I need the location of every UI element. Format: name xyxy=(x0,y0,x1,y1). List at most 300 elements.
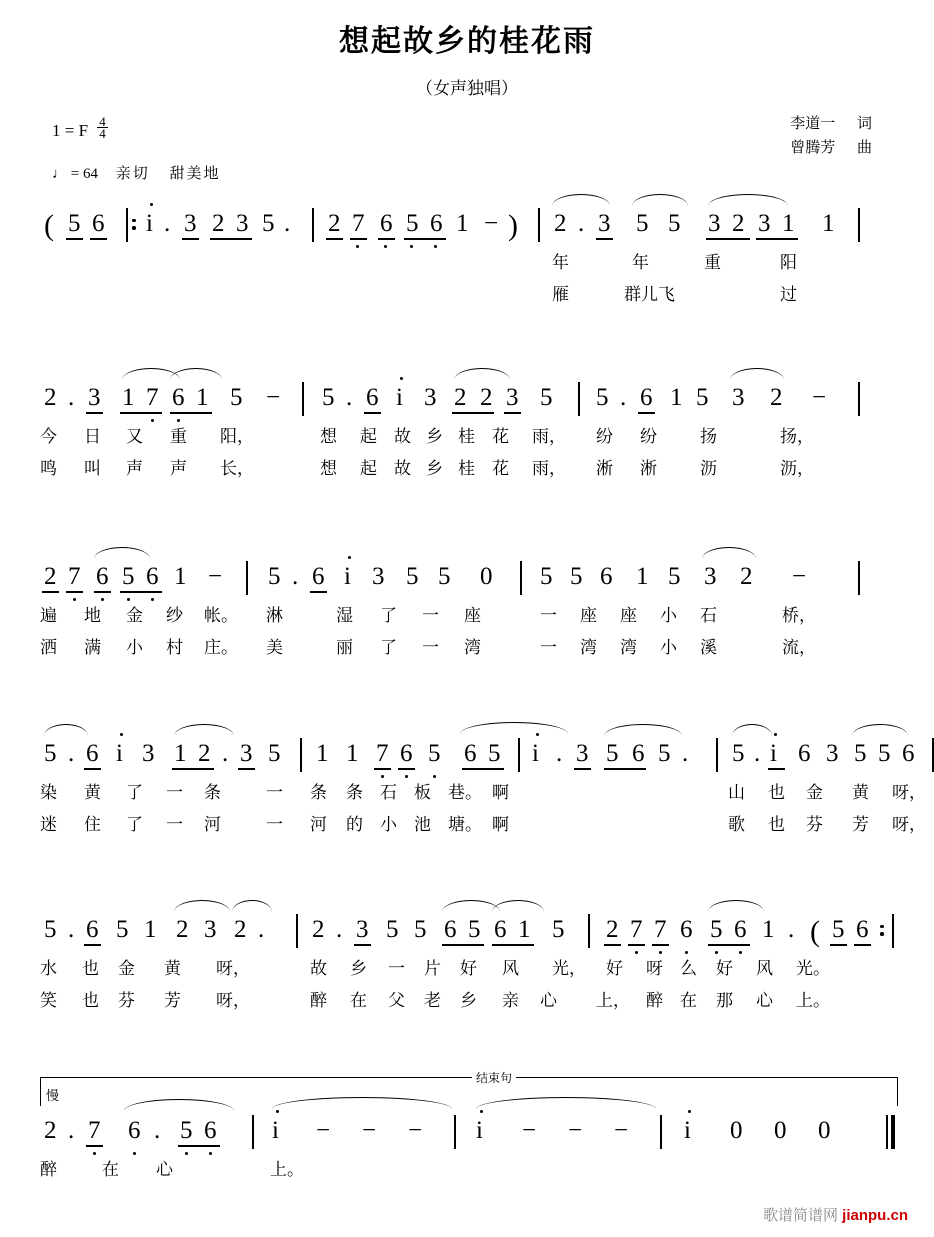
lyric-word: 呀， xyxy=(892,815,926,834)
beam xyxy=(238,768,255,770)
lyric-word: 上， xyxy=(596,991,630,1010)
beam xyxy=(638,412,655,414)
system-2 xyxy=(40,372,900,480)
note: i xyxy=(532,740,539,767)
lyric-word: 河 xyxy=(204,815,221,834)
lyric-word: 洒 xyxy=(40,638,57,657)
note: 2 xyxy=(740,563,753,590)
note: 6 xyxy=(128,1117,141,1144)
system-5-notes xyxy=(40,904,900,950)
note: 5 xyxy=(732,740,745,767)
note: 1 xyxy=(174,563,187,590)
lyric-word: 淅 xyxy=(596,459,613,478)
ending-label: 结束句 xyxy=(472,1069,516,1086)
lyric-word: 上。 xyxy=(796,991,830,1010)
lyric-word: 住 xyxy=(84,815,101,834)
barline xyxy=(858,208,860,242)
lyric-word: 湾 xyxy=(464,638,481,657)
note: 6 xyxy=(680,916,693,943)
lyric-word: 遍 xyxy=(40,606,57,625)
note: 5 xyxy=(540,563,553,590)
lyric-word: 心 xyxy=(540,991,557,1010)
lyric-word: 塘。 xyxy=(448,815,482,834)
beam xyxy=(86,1145,103,1147)
note: i xyxy=(770,740,777,767)
lyric-word: 雨， xyxy=(532,459,566,478)
note: 3 xyxy=(732,384,745,411)
barline xyxy=(578,382,580,416)
system-5-lyrics-verse2 xyxy=(40,986,900,1012)
octave-dot-high xyxy=(120,733,123,736)
system-4-lyrics-verse1 xyxy=(40,778,926,804)
lyric-word: 上。 xyxy=(270,1160,304,1179)
beam xyxy=(90,238,107,240)
barline xyxy=(302,382,304,416)
lyric-word: 满 xyxy=(84,638,101,657)
lyric-word: 呀 xyxy=(646,959,663,978)
note: i xyxy=(476,1117,483,1144)
lyric-word: 也 xyxy=(82,991,99,1010)
lyric-word: 乡 xyxy=(350,959,367,978)
note: 5 xyxy=(262,210,275,237)
note: 2 xyxy=(44,384,57,411)
lyric-word: 流， xyxy=(782,638,816,657)
note: 3 xyxy=(704,563,717,590)
note: 3 xyxy=(240,740,253,767)
dot-duration: . xyxy=(682,740,689,767)
beam xyxy=(462,768,504,770)
lyric-word: 淅 xyxy=(640,459,657,478)
beam xyxy=(120,591,162,593)
lyric-word: 条 xyxy=(346,783,363,802)
lyric-word: 金 xyxy=(118,959,135,978)
sheet-music-page xyxy=(0,16,934,1237)
lyric-word: 一 xyxy=(166,783,183,802)
note: 6 xyxy=(96,563,109,590)
note: 5 xyxy=(44,740,57,767)
note: 5 xyxy=(606,740,619,767)
lyric-word: 呀， xyxy=(216,959,250,978)
lyric-word: 一 xyxy=(266,783,283,802)
note: 5 xyxy=(570,563,583,590)
note: 5 xyxy=(488,740,501,767)
note: 6 xyxy=(856,916,869,943)
note: 3 xyxy=(506,384,519,411)
beam xyxy=(210,238,252,240)
system-3-lyrics-verse1 xyxy=(40,601,900,627)
octave-dot-high xyxy=(348,556,351,559)
note: 5 xyxy=(406,210,419,237)
paren-open: ( xyxy=(44,209,54,242)
lyric-word: 条 xyxy=(310,783,327,802)
beam xyxy=(404,238,446,240)
dot-duration: . xyxy=(68,1117,75,1144)
dash: − xyxy=(792,563,807,590)
lyric-word: 在 xyxy=(680,991,697,1010)
beam xyxy=(350,238,367,240)
note: 2 xyxy=(212,210,225,237)
slur xyxy=(492,900,544,912)
slur xyxy=(730,368,784,380)
slur xyxy=(232,900,272,912)
slur xyxy=(708,194,788,206)
composer-name: 曾腾芳 xyxy=(790,140,836,156)
dash: − xyxy=(208,563,223,590)
note: 5 xyxy=(696,384,709,411)
beam xyxy=(66,238,83,240)
note: 5 xyxy=(268,563,281,590)
lyric-word: 的 xyxy=(346,815,363,834)
note: 5 xyxy=(428,740,441,767)
beam xyxy=(756,238,798,240)
note: 5 xyxy=(636,210,649,237)
lyric-word: 小 xyxy=(660,638,677,657)
lyric-word: 湿 xyxy=(336,606,353,625)
note: 5 xyxy=(122,563,135,590)
lyric-word: 乡 xyxy=(460,991,477,1010)
system-1-lyrics-verse2 xyxy=(40,280,900,306)
octave-dot-high xyxy=(688,1110,691,1113)
slur xyxy=(708,900,764,912)
lyric-word: 在 xyxy=(102,1160,119,1179)
lyric-word: 重 xyxy=(170,427,187,446)
lyric-word: 又 xyxy=(126,427,143,446)
barline xyxy=(538,208,540,242)
system-2-lyrics-verse2 xyxy=(40,454,900,480)
lyric-word: 了 xyxy=(380,606,397,625)
lyric-word: 条 xyxy=(204,783,221,802)
beam xyxy=(504,412,521,414)
lyricist-name: 李道一 xyxy=(790,116,836,132)
note: 5 xyxy=(854,740,867,767)
lyric-word: 也 xyxy=(768,783,785,802)
octave-dot-high xyxy=(150,203,153,206)
lyric-word: 石 xyxy=(380,783,397,802)
lyric-word: 小 xyxy=(126,638,143,657)
barline xyxy=(126,208,128,242)
lyric-word: 扬， xyxy=(780,427,814,446)
lyric-word: 心 xyxy=(756,991,773,1010)
lyric-word: 重 xyxy=(704,253,721,272)
lyric-word: 日 xyxy=(84,427,101,446)
lyric-word: 山 xyxy=(728,783,745,802)
lyric-word: 湾 xyxy=(580,638,597,657)
lyric-word: 亲 xyxy=(502,991,519,1010)
lyric-word: 黄 xyxy=(164,959,181,978)
barline xyxy=(520,561,522,595)
dash: − xyxy=(316,1117,331,1144)
lyric-word: 故 xyxy=(394,427,411,446)
lyric-word: 扬 xyxy=(700,427,717,446)
lyric-word: 一 xyxy=(388,959,405,978)
page-title: 想起故乡的桂花雨 xyxy=(339,25,595,58)
beam xyxy=(768,768,785,770)
time-denominator: 4 xyxy=(99,126,106,141)
beam xyxy=(326,238,343,240)
slur xyxy=(94,547,150,559)
lyric-word: 醉 xyxy=(40,1160,57,1179)
barline xyxy=(660,1115,662,1149)
note: 2 xyxy=(328,210,341,237)
beam xyxy=(170,412,212,414)
note: 3 xyxy=(826,740,839,767)
note: 2 xyxy=(480,384,493,411)
note: 0 xyxy=(774,1117,787,1144)
note: i xyxy=(344,563,351,590)
barline xyxy=(858,561,860,595)
lyric-word: 一 xyxy=(422,606,439,625)
beam xyxy=(310,591,327,593)
note: 1 xyxy=(144,916,157,943)
lyric-word: 鸣 xyxy=(40,459,57,478)
lyric-word: 笑 xyxy=(40,991,57,1010)
paren-open: ( xyxy=(810,915,820,948)
beam xyxy=(854,944,871,946)
lyric-word: 丽 xyxy=(336,638,353,657)
note: 5 xyxy=(668,563,681,590)
note: 5 xyxy=(832,916,845,943)
lyric-word: 池 xyxy=(414,815,431,834)
note: 6 xyxy=(902,740,915,767)
system-6-lyrics xyxy=(40,1155,900,1181)
octave-dot-high xyxy=(400,377,403,380)
note: 5 xyxy=(414,916,427,943)
lyric-word: 光。 xyxy=(796,959,830,978)
note: 5 xyxy=(540,384,553,411)
lyric-word: 也 xyxy=(82,959,99,978)
system-1 xyxy=(40,198,900,306)
note: 6 xyxy=(430,210,443,237)
barline xyxy=(716,738,718,772)
lyric-word: 呀， xyxy=(892,783,926,802)
lyric-word: 群儿飞 xyxy=(624,285,675,304)
beam xyxy=(66,591,83,593)
lyric-word: 风 xyxy=(756,959,773,978)
note: 0 xyxy=(480,563,493,590)
system-4-lyrics-verse2 xyxy=(40,810,926,836)
note: 5 xyxy=(552,916,565,943)
lyric-word: 金 xyxy=(806,783,823,802)
beam xyxy=(86,412,103,414)
lyric-word: 叫 xyxy=(84,459,101,478)
barline xyxy=(588,914,590,948)
lyric-word: 座 xyxy=(580,606,597,625)
note: 2 xyxy=(732,210,745,237)
barline xyxy=(858,382,860,416)
site-name-cn: 歌谱简谱网 xyxy=(762,1207,838,1224)
note: 2 xyxy=(312,916,325,943)
system-4 xyxy=(40,728,926,836)
note: 2 xyxy=(770,384,783,411)
octave-dot-high xyxy=(774,733,777,736)
note: 6 xyxy=(172,384,185,411)
lyric-word: 啊 xyxy=(492,783,509,802)
system-3-lyrics-verse2 xyxy=(40,633,900,659)
lyric-word: 黄 xyxy=(852,783,869,802)
lyric-word: 地 xyxy=(84,606,101,625)
lyric-word: 沥 xyxy=(700,459,717,478)
lyric-word: 长， xyxy=(220,459,254,478)
beam xyxy=(84,944,101,946)
lyric-word: 帐。 xyxy=(204,606,238,625)
barline xyxy=(246,561,248,595)
lyric-word: 湾 xyxy=(620,638,637,657)
lyric-word: 小 xyxy=(380,815,397,834)
lyric-word: 片 xyxy=(424,959,441,978)
dash: − xyxy=(484,210,499,237)
note: 6 xyxy=(600,563,613,590)
note: 7 xyxy=(352,210,365,237)
lyric-word: 纷 xyxy=(640,427,657,446)
lyric-word: 阳 xyxy=(780,253,797,272)
lyric-word: 了 xyxy=(126,783,143,802)
lyric-word: 淋 xyxy=(266,606,283,625)
note: 6 xyxy=(494,916,507,943)
system-4-notes xyxy=(40,728,915,774)
system-6-notes xyxy=(40,1105,900,1151)
lyric-word: 溪 xyxy=(700,638,717,657)
dash: − xyxy=(362,1117,377,1144)
octave-dot-high xyxy=(480,1110,483,1113)
barline xyxy=(312,208,314,242)
dot-duration: . xyxy=(154,1117,161,1144)
lyric-word: 好 xyxy=(606,959,623,978)
slur xyxy=(170,368,222,380)
lyric-word: 心 xyxy=(156,1160,173,1179)
lyric-word: 金 xyxy=(126,606,143,625)
note: 5 xyxy=(322,384,335,411)
beam xyxy=(492,944,534,946)
system-2-lyrics-verse1 xyxy=(40,422,900,448)
note: 7 xyxy=(630,916,643,943)
lyric-word: 雨， xyxy=(532,427,566,446)
note: 1 xyxy=(122,384,135,411)
note: 1 xyxy=(456,210,469,237)
note: 2 xyxy=(454,384,467,411)
lyric-word: 桥， xyxy=(782,606,816,625)
dot-duration: . xyxy=(222,740,229,767)
beam xyxy=(94,591,111,593)
note: 3 xyxy=(758,210,771,237)
note: 6 xyxy=(444,916,457,943)
lyric-word: 座 xyxy=(620,606,637,625)
lyric-word: 年 xyxy=(552,253,569,272)
note: 6 xyxy=(366,384,379,411)
note: 6 xyxy=(92,210,105,237)
lyric-word: 了 xyxy=(380,638,397,657)
tempo-note-icon: ♩ xyxy=(52,166,67,182)
slur xyxy=(702,547,756,559)
note: 0 xyxy=(818,1117,831,1144)
beam xyxy=(354,944,371,946)
beam xyxy=(708,944,750,946)
lyric-word: 小 xyxy=(660,606,677,625)
octave-dot-high xyxy=(536,733,539,736)
beam xyxy=(628,944,645,946)
note: 5 xyxy=(668,210,681,237)
note: i xyxy=(272,1117,279,1144)
lyric-word: 好 xyxy=(460,959,477,978)
lyric-word: 巷。 xyxy=(448,783,482,802)
lyric-word: 迷 xyxy=(40,815,57,834)
note: 5 xyxy=(468,916,481,943)
note: 5 xyxy=(116,916,129,943)
note: i xyxy=(684,1117,691,1144)
slur xyxy=(454,368,510,380)
time-numerator: 4 xyxy=(99,114,106,129)
note: 3 xyxy=(204,916,217,943)
lyric-word: 光， xyxy=(552,959,586,978)
note: 3 xyxy=(372,563,385,590)
credits xyxy=(790,112,872,160)
lyric-word: 故 xyxy=(310,959,327,978)
beam xyxy=(374,768,391,770)
note: 6 xyxy=(380,210,393,237)
dot-duration: . xyxy=(620,384,627,411)
lyric-word: 那 xyxy=(716,991,733,1010)
dot-duration: . xyxy=(68,384,75,411)
lyric-word: 一 xyxy=(422,638,439,657)
dash: − xyxy=(408,1117,423,1144)
lyric-word: 一 xyxy=(266,815,283,834)
note: 1 xyxy=(782,210,795,237)
note: 6 xyxy=(400,740,413,767)
note: 5 xyxy=(878,740,891,767)
note: 6 xyxy=(312,563,325,590)
lyric-word: 今 xyxy=(40,427,57,446)
lyric-word: 歌 xyxy=(728,815,745,834)
note: 6 xyxy=(86,740,99,767)
system-3-notes xyxy=(40,551,900,597)
lyric-word: 了 xyxy=(126,815,143,834)
slur xyxy=(852,724,908,736)
beam xyxy=(604,768,646,770)
barline xyxy=(454,1115,456,1149)
note: 1 xyxy=(636,563,649,590)
system-5-lyrics-verse1 xyxy=(40,954,900,980)
note: 2 xyxy=(176,916,189,943)
lyric-word: 桂 xyxy=(458,427,475,446)
lyric-word: 黄 xyxy=(84,783,101,802)
dot-duration: . xyxy=(788,916,795,943)
beam xyxy=(398,768,415,770)
note: 6 xyxy=(464,740,477,767)
dash: − xyxy=(568,1117,583,1144)
system-6 xyxy=(40,1071,900,1181)
beam xyxy=(182,238,199,240)
note: 3 xyxy=(184,210,197,237)
lyric-word: 芳 xyxy=(852,815,869,834)
note: 5 xyxy=(230,384,243,411)
barline xyxy=(932,738,934,772)
note: 3 xyxy=(88,384,101,411)
expression-2: 甜美地 xyxy=(169,166,221,182)
dot-duration: . xyxy=(578,210,585,237)
barline xyxy=(252,1115,254,1149)
note: 5 xyxy=(710,916,723,943)
note: 5 xyxy=(658,740,671,767)
slur xyxy=(552,194,610,206)
lyric-word: 想 xyxy=(320,459,337,478)
note: 1 xyxy=(822,210,835,237)
dot-duration: . xyxy=(164,210,171,237)
beam xyxy=(604,944,621,946)
site-watermark xyxy=(763,1204,908,1225)
slow-label: 慢 xyxy=(46,1088,60,1103)
note: i xyxy=(396,384,403,411)
lyric-word: 座 xyxy=(464,606,481,625)
beam xyxy=(652,944,669,946)
